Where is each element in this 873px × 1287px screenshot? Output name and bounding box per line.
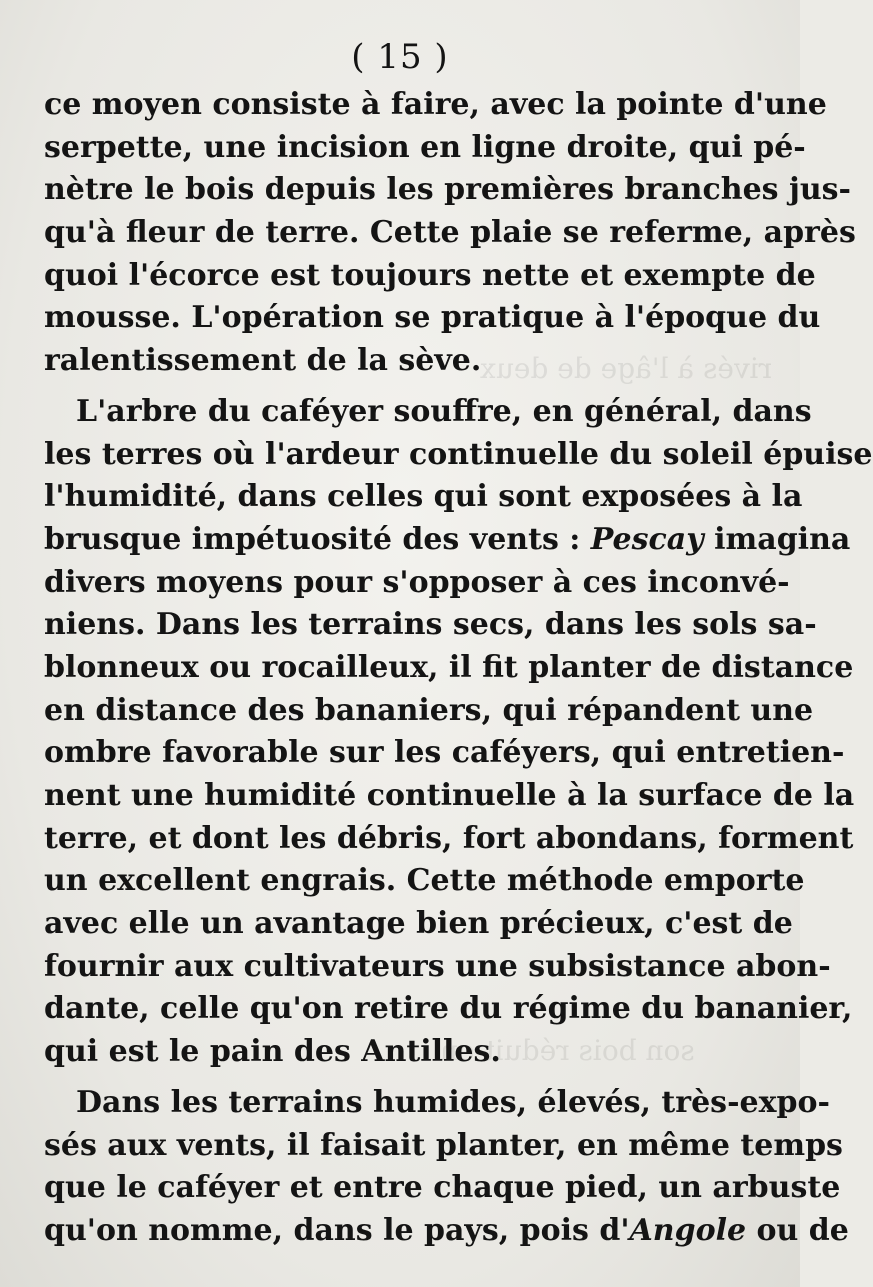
body-text	[44, 84, 873, 1253]
text-segment: les terres où l'ardeur continuelle du soleil épuise	[44, 436, 873, 472]
text-line	[44, 1210, 849, 1253]
text-segment: dante, celle qu'on retire du régime du bananier,	[44, 991, 853, 1027]
text-segment: qu'on nomme, dans le pays, pois d'	[44, 1212, 630, 1248]
text-line	[44, 604, 817, 647]
text-line	[44, 476, 803, 519]
text-segment: quoi l'écorce est toujours nette et exempte de	[44, 257, 816, 293]
text-line	[44, 860, 805, 903]
text-segment: fournir aux cultivateurs une subsistance abon-	[44, 948, 831, 984]
text-line	[44, 84, 827, 127]
text-segment: imagina	[703, 521, 851, 557]
text-segment: terre, et dont les débris, fort abondans, forment	[44, 820, 854, 856]
text-segment: ce moyen consiste à faire, avec la pointe d'une	[44, 87, 827, 122]
text-line	[44, 340, 724, 383]
text-line	[44, 903, 793, 946]
text-segment: que le caféyer et entre chaque pied, un arbuste	[44, 1170, 841, 1206]
text-segment: en distance des bananiers, qui répandent une	[44, 692, 814, 728]
text-line	[44, 391, 812, 434]
text-segment: nètre le bois depuis les premières branches jus-	[44, 172, 851, 208]
text-line	[44, 519, 851, 562]
text-line	[44, 127, 806, 170]
text-segment: un excellent engrais. Cette méthode emporte	[44, 863, 805, 899]
text-line	[44, 434, 873, 477]
text-segment: blonneux ou rocailleux, il fit planter de distance	[44, 649, 854, 685]
italic-name: Pescay	[590, 521, 704, 557]
text-segment: ou de	[746, 1212, 849, 1248]
text-line	[44, 775, 855, 818]
text-line	[44, 647, 854, 690]
text-segment: avec elle un avantage bien précieux, c'est de	[44, 906, 793, 942]
text-line	[44, 1031, 724, 1074]
text-line	[44, 212, 856, 255]
text-segment: sés aux vents, il faisait planter, en même temps	[44, 1127, 843, 1163]
text-segment: ralentissement de la sève.	[44, 343, 482, 379]
text-segment: Dans les terrains humides, élevés, très-expo-	[76, 1084, 830, 1120]
text-line	[44, 1125, 843, 1168]
italic-name: Angole	[629, 1212, 747, 1248]
text-segment: L'arbre du caféyer souffre, en général, dans	[76, 393, 812, 429]
text-line	[44, 690, 814, 733]
text-line	[44, 1082, 830, 1125]
bleed-through-text: son bois réduit en	[440, 1034, 695, 1067]
text-line	[44, 988, 853, 1031]
text-line	[44, 169, 851, 212]
text-line	[44, 255, 816, 298]
text-segment: niens. Dans les terrains secs, dans les sols sa-	[44, 607, 817, 643]
text-segment: qui est le pain des Antilles.	[44, 1034, 501, 1070]
bleed-through-text: rivés à l'âge de deux	[480, 352, 773, 385]
text-line	[44, 946, 831, 989]
text-line	[44, 818, 854, 861]
text-segment: divers moyens pour s'opposer à ces inconvé-	[44, 564, 790, 600]
text-segment: qu'à fleur de terre. Cette plaie se referme, après	[44, 215, 856, 251]
text-segment: brusque impétuosité des vents :	[44, 521, 591, 557]
page-number: ( 15 )	[351, 37, 449, 77]
text-segment: serpette, une incision en ligne droite, qui pé-	[44, 129, 806, 165]
text-line	[44, 562, 790, 605]
text-segment: nent une humidité continuelle à la surface de la	[44, 778, 855, 813]
text-segment: l'humidité, dans celles qui sont exposées à la	[44, 479, 803, 515]
text-line	[44, 1167, 841, 1210]
text-line	[44, 297, 821, 340]
text-segment: mousse. L'opération se pratique à l'époque du	[44, 300, 821, 336]
text-line	[44, 732, 845, 775]
text-segment: ombre favorable sur les caféyers, qui entretien-	[44, 735, 845, 771]
